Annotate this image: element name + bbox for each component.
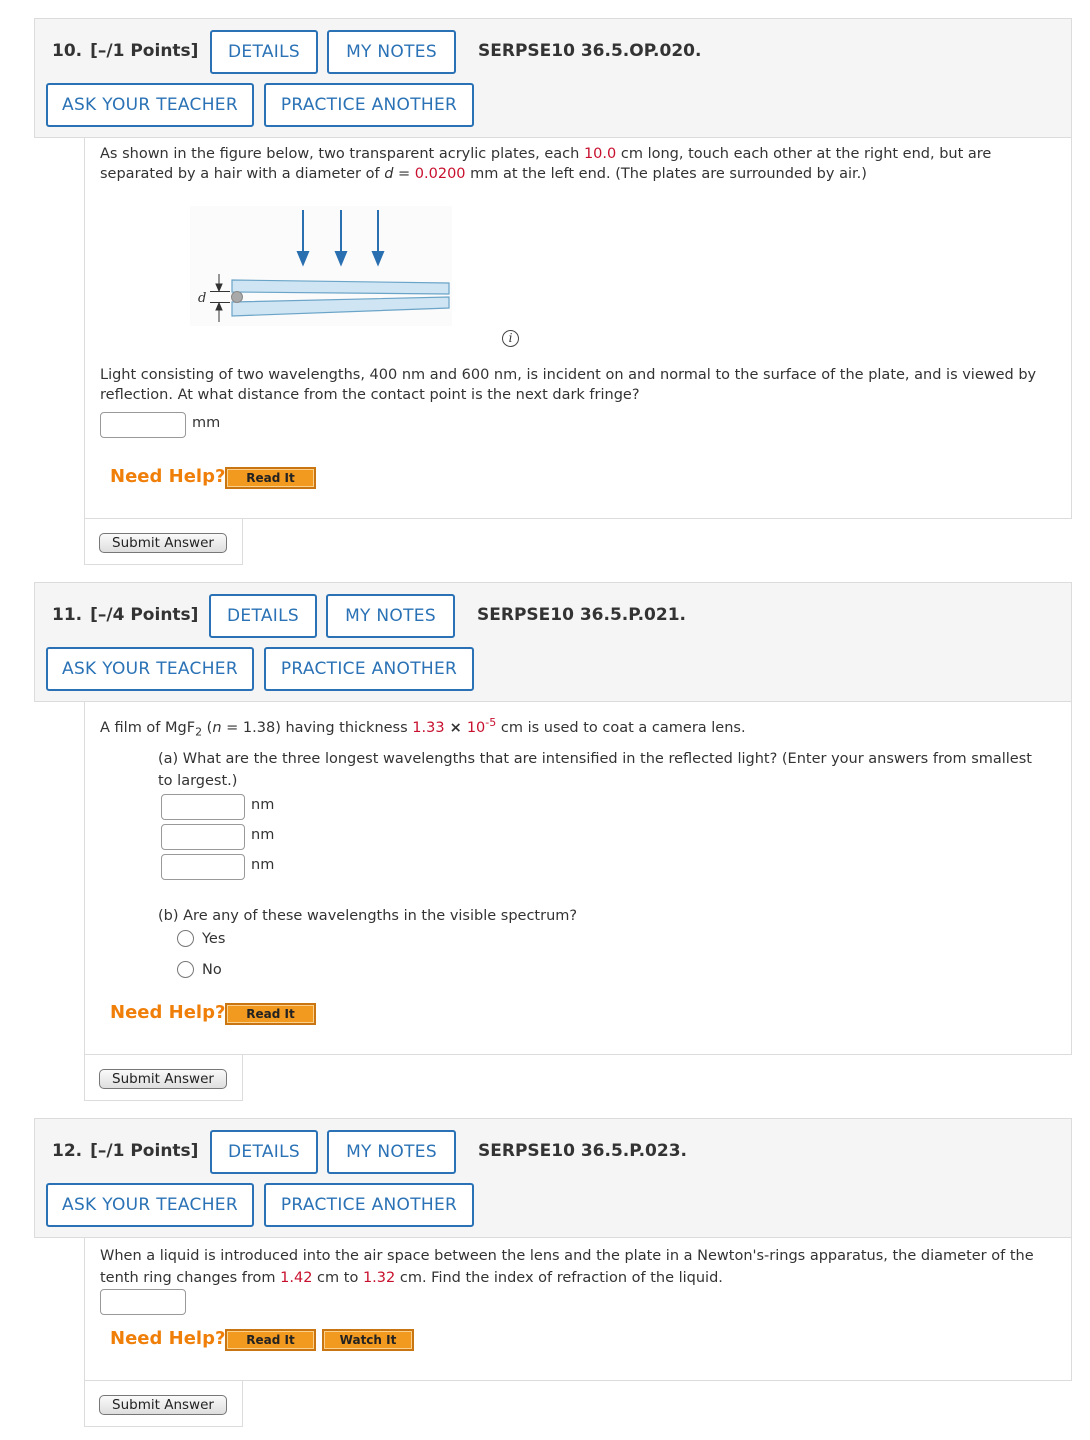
plates-figure [186,206,456,328]
ask-your-teacher-button[interactable]: ASK YOUR TEACHER [46,647,254,691]
question-number: 11. [–/4 Points] [52,605,199,625]
practice-another-button[interactable]: PRACTICE ANOTHER [264,647,474,691]
problem-code: SERPSE10 36.5.OP.020. [478,41,702,61]
info-icon[interactable]: i [502,330,519,347]
points-label: [–/1 Points] [90,1141,199,1161]
problem-code: SERPSE10 36.5.P.023. [478,1141,687,1161]
question-text: A film of MgF$_2$ (n = 1.38) having thickness $1.33 \times 10^{-5}$ cm is used to coat a camera lens. [100,716,746,739]
question-number: 12. [–/1 Points] [52,1141,199,1161]
question-body [84,138,1072,519]
top-plate [232,280,449,294]
ask-your-teacher-button[interactable]: ASK YOUR TEACHER [46,83,254,127]
plate-length-value: 10.0 [583,146,617,162]
hair-circle [232,292,243,303]
question-text: When a liquid is introduced into the air space between the lens and the plate in a Newton's-rings apparatus, the diameter of the tenth ring changes from 1.42 cm to 1.32 cm. Find the index of refraction of the liquid. [100,1248,1034,1286]
submit-area [84,1055,243,1101]
answer-input[interactable] [100,1289,186,1315]
ask-your-teacher-button[interactable]: ASK YOUR TEACHER [46,1183,254,1227]
diameter-1-value: 1.42 [280,1270,313,1286]
question-text: As shown in the figure below, two transparent acrylic plates, each 10.0 cm long, touch each other at the right end, but are separated by a hair with a diameter of d = 0.0200 mm at the left end. (The plates are surrounded by air.) [100,146,992,182]
read-it-button[interactable]: Read It [225,1003,316,1025]
question-text-2: Light consisting of two wavelengths, 400 nm and 600 nm, is incident on and normal to the surface of the plate, and is viewed by reflection. At what distance from the contact point is the next dark fringe? [100,367,1037,403]
my-notes-button[interactable]: MY NOTES [326,594,455,638]
radio-yes-label: Yes [202,931,226,947]
diameter-2-value: 1.32 [362,1270,396,1286]
my-notes-button[interactable]: MY NOTES [327,30,456,74]
hair-diameter-value: 0.0200 [414,166,466,182]
submit-answer-button[interactable]: Submit Answer [99,1395,227,1415]
wavelength-input-2[interactable] [161,824,245,850]
radio-no[interactable] [177,961,194,978]
need-help-label: Need Help? [110,1002,226,1023]
my-notes-button[interactable]: MY NOTES [327,1130,456,1174]
submit-area [84,1381,243,1427]
wavelength-input-3[interactable] [161,854,245,880]
submit-answer-button[interactable]: Submit Answer [99,533,227,553]
d-label: d [198,291,207,306]
practice-another-button[interactable]: PRACTICE ANOTHER [264,1183,474,1227]
submit-answer-button[interactable]: Submit Answer [99,1069,227,1089]
part-a-text: (a) What are the three longest wavelengths that are intensified in the reflected light? (Enter your answers from smallest to largest.) [158,751,1032,789]
part-b-text: (b) Are any of these wavelengths in the visible spectrum? [158,908,578,924]
details-button[interactable]: DETAILS [210,1130,318,1174]
points-label: [–/4 Points] [90,605,199,625]
need-help-label: Need Help? [110,1328,226,1349]
need-help-label: Need Help? [110,466,226,487]
practice-another-button[interactable]: PRACTICE ANOTHER [264,83,474,127]
details-button[interactable]: DETAILS [210,30,318,74]
question-number-text: 10. [52,41,83,61]
points-label: [–/1 Points] [90,41,199,61]
unit-label: nm [251,797,275,813]
answer-input[interactable] [100,412,186,438]
thickness-value: 1.33 [412,719,445,736]
problem-code: SERPSE10 36.5.P.021. [477,605,686,625]
submit-area [84,519,243,565]
watch-it-button[interactable]: Watch It [322,1329,414,1351]
unit-label: nm [251,827,275,843]
question-number [52,41,198,61]
radio-yes[interactable] [177,930,194,947]
unit-label: mm [192,415,221,431]
radio-no-label: No [202,962,222,978]
unit-label: nm [251,857,275,873]
read-it-button[interactable]: Read It [225,1329,316,1351]
details-button[interactable]: DETAILS [209,594,317,638]
read-it-button[interactable]: Read It [225,467,316,489]
wavelength-input-1[interactable] [161,794,245,820]
